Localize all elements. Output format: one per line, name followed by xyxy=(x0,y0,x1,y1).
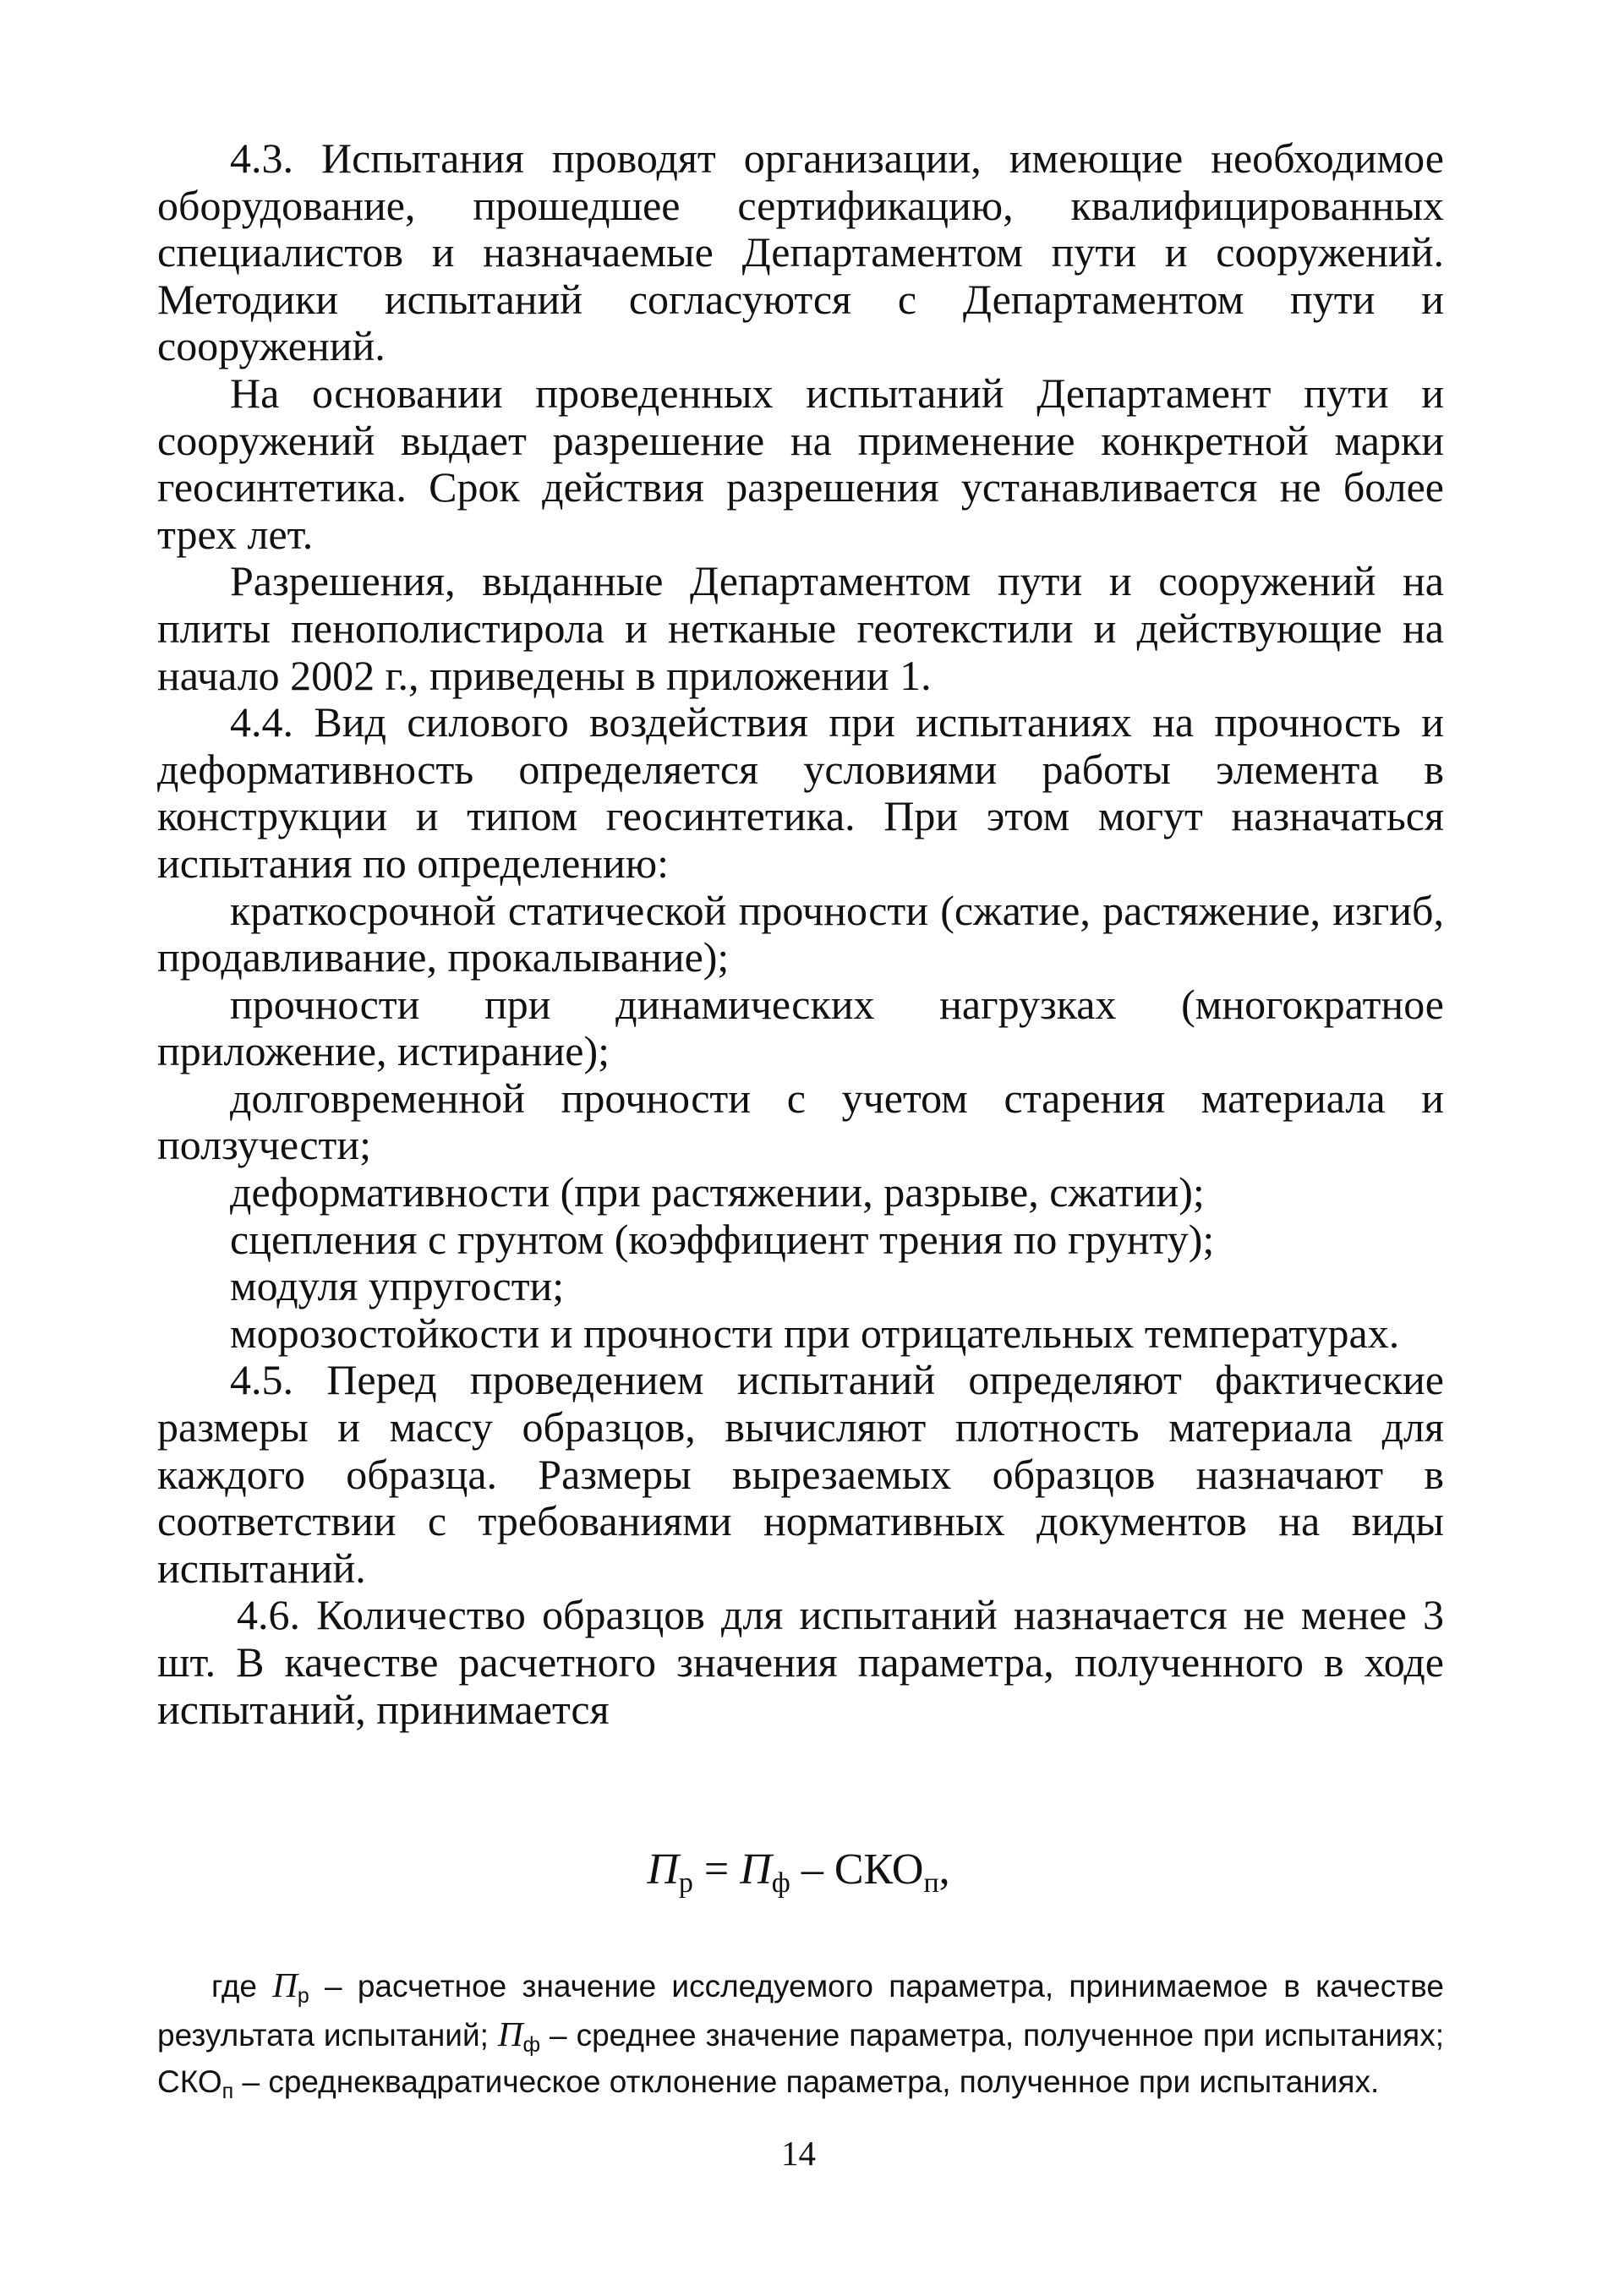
formula-subscript: п xyxy=(923,1867,939,1899)
list-item: краткосрочной статической прочности (сжатие, растяжение, изгиб, продавливание, прокалывание); xyxy=(157,886,1444,981)
paragraph-4-6: 4.6. Количество образцов для испытаний назначается не менее 3 шт. В качестве расчетного значения параметра, полученного в ходе испытаний, принимается xyxy=(157,1591,1444,1733)
footnote-symbol: П xyxy=(497,2014,523,2053)
footnote-text: – среднее значение параметра, полученное при испытаниях; СКО xyxy=(157,2017,1444,2099)
formula-subscript: ф xyxy=(771,1867,790,1899)
paragraph-4-4: 4.4. Вид силового воздействия при испытаниях на прочность и деформативность определяется условиями работы элемента в конструкции и типом геосинтетика. При этом могут назначаться испытания по определению: xyxy=(157,698,1444,887)
formula-explanation xyxy=(157,1966,1444,2111)
footnote-symbol: П xyxy=(272,1965,298,2004)
formula-equals: = xyxy=(692,1845,741,1894)
list-item: сцепления с грунтом (коэффициент трения по грунту); xyxy=(230,1215,1215,1263)
paragraph-4-5: 4.5. Перед проведением испытаний определяют фактические размеры и массу образцов, вычисляют плотность материала для каждого образца. Размеры вырезаемых образцов назначают в соответствии с требованиями нормативных документов на виды испытаний. xyxy=(157,1356,1444,1592)
page-number: 14 xyxy=(781,2134,816,2173)
list-item: долговременной прочности с учетом старения материала и ползучести; xyxy=(157,1074,1444,1169)
footnote-subscript: п xyxy=(222,2080,234,2103)
footnote-text: – расчетное значение исследуемого параметра, принимаемое в качестве результата испытаний; xyxy=(157,1969,1444,2053)
formula xyxy=(0,1845,1597,1909)
footnote-text: где xyxy=(211,1969,273,2004)
footnote-subscript: ф xyxy=(522,2032,541,2057)
formula-comma: , xyxy=(938,1845,950,1894)
paragraph-4-3: 4.3. Испытания проводят организации, имеющие необходимое оборудование, прошедшее сертификацию, квалифицированных специалистов и назначаемые Департаментом пути и сооружений. Методики испытаний согласуются с Департаментом пути и сооружений. xyxy=(157,134,1444,370)
paragraph-permission: На основании проведенных испытаний Департамент пути и сооружений выдает разрешение на применение конкретной марки геосинтетика. Срок действия разрешения устанавливается не более трех лет. xyxy=(157,369,1444,558)
footnote-text: – среднеквадратическое отклонение параметра, полученное при испытаниях. xyxy=(233,2064,1380,2099)
list-item: прочности при динамических нагрузках (многократное приложение, истирание); xyxy=(157,980,1444,1075)
list-item: морозостойкости и прочности при отрицательных температурах. xyxy=(230,1309,1400,1357)
formula-symbol: П xyxy=(647,1845,679,1894)
formula-term: – СКО xyxy=(790,1845,924,1894)
list-item: деформативности (при растяжении, разрыве, сжатии); xyxy=(230,1168,1205,1216)
list-item: модуля упругости; xyxy=(230,1262,565,1310)
footnote-subscript: р xyxy=(297,1984,309,2008)
body-text xyxy=(157,135,1444,1733)
formula-symbol: П xyxy=(740,1845,772,1894)
paragraph-permissions-issued: Разрешения, выданные Департаментом пути и сооружений на плиты пенополистирола и нетканые геотекстили и действующие на начало 2002 г., приведены в приложении 1. xyxy=(157,557,1444,699)
formula-subscript: р xyxy=(678,1867,693,1899)
